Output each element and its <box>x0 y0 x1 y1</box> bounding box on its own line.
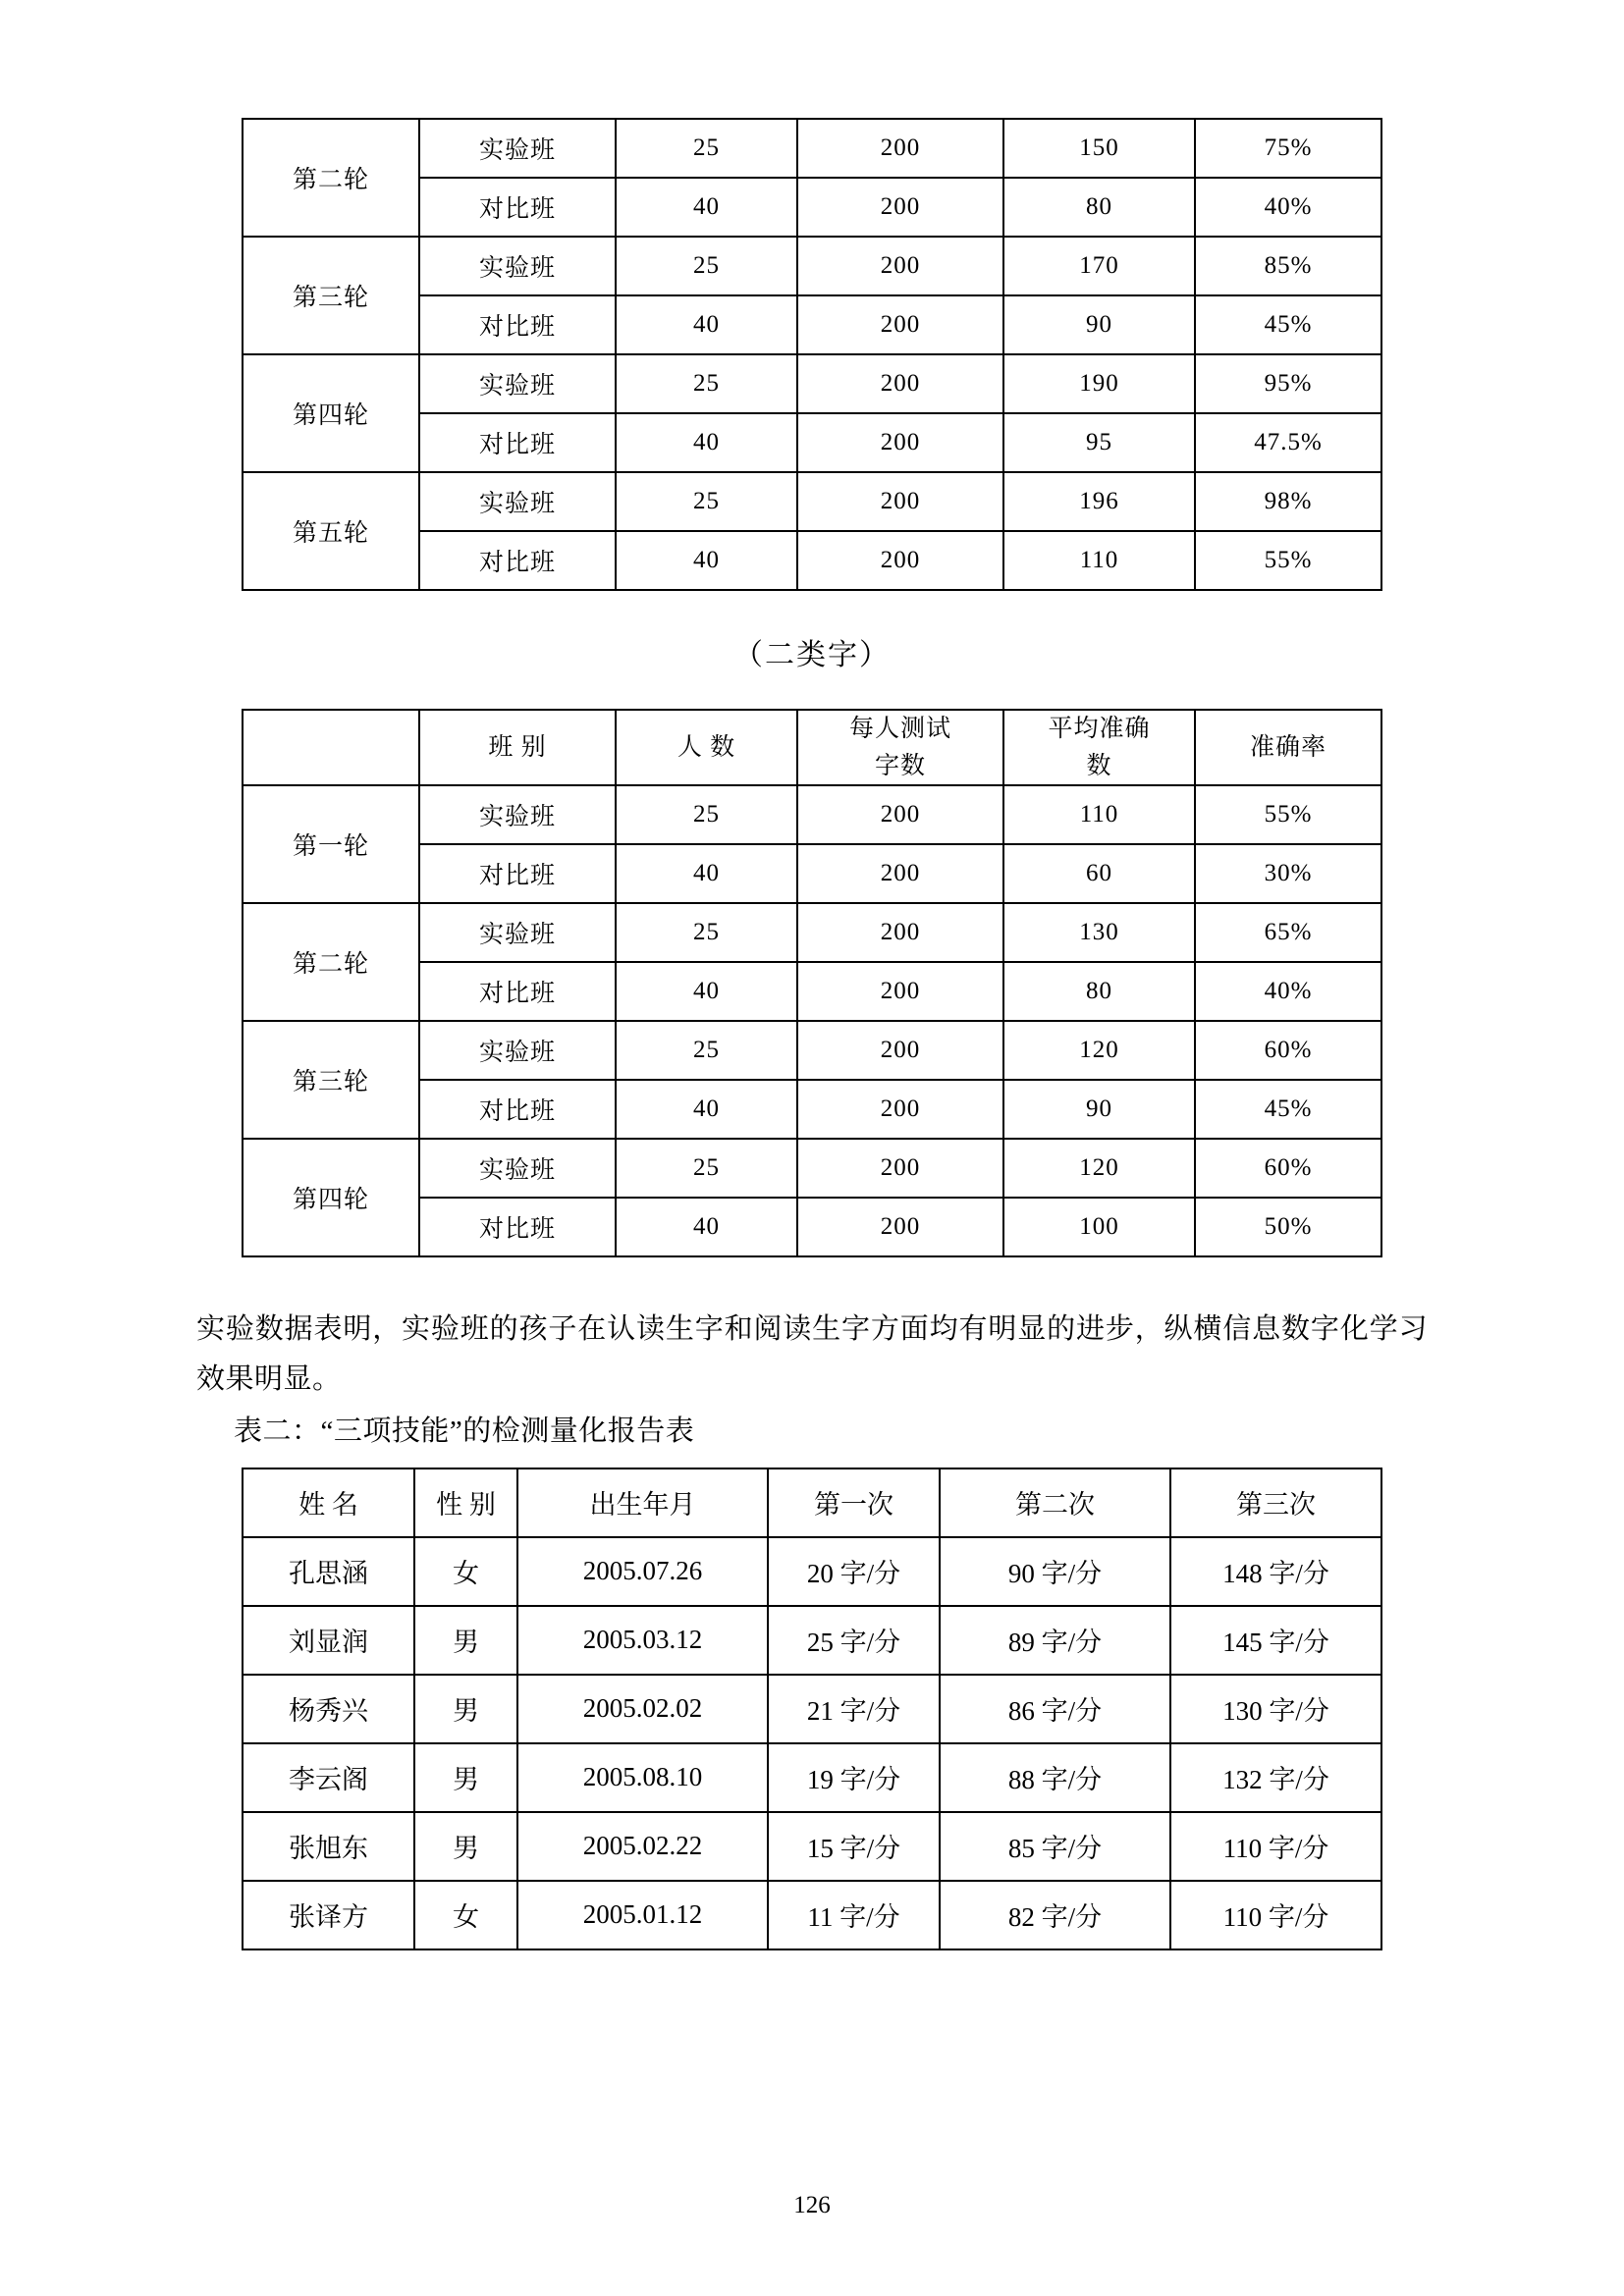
round-label: 第一轮 <box>243 785 419 903</box>
rate-cell: 85% <box>1195 237 1381 295</box>
rate-cell: 60% <box>1195 1021 1381 1080</box>
rate-cell: 50% <box>1195 1198 1381 1256</box>
test3-cell: 110 字/分 <box>1170 1881 1381 1949</box>
rate-cell: 98% <box>1195 472 1381 531</box>
avg-cell: 100 <box>1003 1198 1195 1256</box>
header-gender: 性 别 <box>414 1468 517 1537</box>
chars-cell: 200 <box>797 844 1003 903</box>
header-avg <box>1003 710 1195 785</box>
test1-cell: 19 字/分 <box>768 1743 940 1812</box>
chars-cell: 200 <box>797 237 1003 295</box>
header-test-1: 第一次 <box>768 1468 940 1537</box>
chars-cell: 200 <box>797 903 1003 962</box>
count-cell: 40 <box>616 1198 797 1256</box>
class-cell: 对比班 <box>419 531 616 590</box>
avg-cell: 95 <box>1003 413 1195 472</box>
header-test-2: 第二次 <box>940 1468 1170 1537</box>
avg-cell: 170 <box>1003 237 1195 295</box>
header-chars <box>797 710 1003 785</box>
class-cell: 对比班 <box>419 1080 616 1139</box>
class-cell: 实验班 <box>419 119 616 178</box>
rate-cell: 95% <box>1195 354 1381 413</box>
round-label: 第三轮 <box>243 237 419 354</box>
header-rate: 准确率 <box>1195 710 1381 785</box>
chars-cell: 200 <box>797 413 1003 472</box>
birth-cell: 2005.01.12 <box>517 1881 768 1949</box>
name-cell: 杨秀兴 <box>243 1675 414 1743</box>
gender-cell: 男 <box>414 1743 517 1812</box>
table-row <box>243 354 1381 413</box>
chars-cell: 200 <box>797 354 1003 413</box>
class-cell: 对比班 <box>419 962 616 1021</box>
gender-cell: 男 <box>414 1675 517 1743</box>
table-first-category-continued <box>242 118 1382 591</box>
count-cell: 40 <box>616 295 797 354</box>
rate-cell: 45% <box>1195 295 1381 354</box>
avg-cell: 80 <box>1003 178 1195 237</box>
avg-cell: 80 <box>1003 962 1195 1021</box>
count-cell: 25 <box>616 1021 797 1080</box>
table-three-title: 表二：“三项技能”的检测量化报告表 <box>234 1415 695 1447</box>
class-cell: 实验班 <box>419 472 616 531</box>
table-row <box>243 1675 1381 1743</box>
chars-cell: 200 <box>797 1080 1003 1139</box>
header-blank <box>243 710 419 785</box>
rate-cell: 55% <box>1195 785 1381 844</box>
count-cell: 40 <box>616 178 797 237</box>
class-cell: 实验班 <box>419 1021 616 1080</box>
header-test-3: 第三次 <box>1170 1468 1381 1537</box>
rate-cell: 30% <box>1195 844 1381 903</box>
gender-cell: 女 <box>414 1537 517 1606</box>
test2-cell: 89 字/分 <box>940 1606 1170 1675</box>
chars-cell: 200 <box>797 119 1003 178</box>
count-cell: 40 <box>616 962 797 1021</box>
table-header-row <box>243 710 1381 785</box>
count-cell: 25 <box>616 1139 797 1198</box>
name-cell: 刘显润 <box>243 1606 414 1675</box>
header-chars-line2: 字数 <box>874 752 926 779</box>
table-row <box>243 1812 1381 1881</box>
avg-cell: 60 <box>1003 844 1195 903</box>
test2-cell: 82 字/分 <box>940 1881 1170 1949</box>
test1-cell: 21 字/分 <box>768 1675 940 1743</box>
test2-cell: 85 字/分 <box>940 1812 1170 1881</box>
birth-cell: 2005.03.12 <box>517 1606 768 1675</box>
table-row <box>243 237 1381 295</box>
header-birth: 出生年月 <box>517 1468 768 1537</box>
avg-cell: 150 <box>1003 119 1195 178</box>
avg-cell: 90 <box>1003 1080 1195 1139</box>
class-cell: 实验班 <box>419 903 616 962</box>
header-avg-line1: 平均准确 <box>1048 716 1151 742</box>
class-cell: 对比班 <box>419 178 616 237</box>
rate-cell: 65% <box>1195 903 1381 962</box>
test1-cell: 15 字/分 <box>768 1812 940 1881</box>
table-row <box>243 472 1381 531</box>
count-cell: 25 <box>616 472 797 531</box>
class-cell: 对比班 <box>419 413 616 472</box>
class-cell: 实验班 <box>419 354 616 413</box>
gender-cell: 女 <box>414 1881 517 1949</box>
section-caption: （二类字） <box>733 639 891 671</box>
avg-cell: 120 <box>1003 1139 1195 1198</box>
header-avg-line2: 数 <box>1086 752 1112 779</box>
chars-cell: 200 <box>797 178 1003 237</box>
round-label: 第五轮 <box>243 472 419 590</box>
birth-cell: 2005.02.22 <box>517 1812 768 1881</box>
test3-cell: 148 字/分 <box>1170 1537 1381 1606</box>
page-number: 126 <box>793 2192 831 2218</box>
table-row <box>243 1743 1381 1812</box>
rate-cell: 40% <box>1195 962 1381 1021</box>
header-class: 班 别 <box>419 710 616 785</box>
birth-cell: 2005.07.26 <box>517 1537 768 1606</box>
count-cell: 25 <box>616 119 797 178</box>
birth-cell: 2005.08.10 <box>517 1743 768 1812</box>
count-cell: 40 <box>616 1080 797 1139</box>
count-cell: 25 <box>616 237 797 295</box>
chars-cell: 200 <box>797 1139 1003 1198</box>
test3-cell: 110 字/分 <box>1170 1812 1381 1881</box>
round-label: 第三轮 <box>243 1021 419 1139</box>
class-cell: 实验班 <box>419 237 616 295</box>
name-cell: 李云阁 <box>243 1743 414 1812</box>
test1-cell: 11 字/分 <box>768 1881 940 1949</box>
chars-cell: 200 <box>797 472 1003 531</box>
count-cell: 25 <box>616 354 797 413</box>
rate-cell: 45% <box>1195 1080 1381 1139</box>
table-row <box>243 1881 1381 1949</box>
test3-cell: 132 字/分 <box>1170 1743 1381 1812</box>
class-cell: 对比班 <box>419 295 616 354</box>
body-paragraph: 实验数据表明，实验班的孩子在认读生字和阅读生字方面均有明显的进步，纵横信息数字化学习效果明显。 <box>196 1313 1428 1395</box>
chars-cell: 200 <box>797 531 1003 590</box>
test2-cell: 86 字/分 <box>940 1675 1170 1743</box>
class-cell: 对比班 <box>419 844 616 903</box>
test3-cell: 130 字/分 <box>1170 1675 1381 1743</box>
avg-cell: 196 <box>1003 472 1195 531</box>
rate-cell: 75% <box>1195 119 1381 178</box>
round-label: 第四轮 <box>243 354 419 472</box>
test2-cell: 90 字/分 <box>940 1537 1170 1606</box>
table-row <box>243 1606 1381 1675</box>
count-cell: 25 <box>616 785 797 844</box>
test3-cell: 145 字/分 <box>1170 1606 1381 1675</box>
gender-cell: 男 <box>414 1812 517 1881</box>
name-cell: 张译方 <box>243 1881 414 1949</box>
avg-cell: 120 <box>1003 1021 1195 1080</box>
chars-cell: 200 <box>797 1021 1003 1080</box>
chars-cell: 200 <box>797 962 1003 1021</box>
test1-cell: 20 字/分 <box>768 1537 940 1606</box>
chars-cell: 200 <box>797 785 1003 844</box>
count-cell: 40 <box>616 844 797 903</box>
round-label: 第二轮 <box>243 903 419 1021</box>
name-cell: 张旭东 <box>243 1812 414 1881</box>
test2-cell: 88 字/分 <box>940 1743 1170 1812</box>
table-row <box>243 1139 1381 1198</box>
rate-cell: 47.5% <box>1195 413 1381 472</box>
table-row <box>243 1021 1381 1080</box>
class-cell: 实验班 <box>419 785 616 844</box>
test1-cell: 25 字/分 <box>768 1606 940 1675</box>
round-label: 第四轮 <box>243 1139 419 1256</box>
avg-cell: 110 <box>1003 785 1195 844</box>
table-header-row <box>243 1468 1381 1537</box>
rate-cell: 55% <box>1195 531 1381 590</box>
rate-cell: 40% <box>1195 178 1381 237</box>
table-row <box>243 119 1381 178</box>
avg-cell: 130 <box>1003 903 1195 962</box>
header-count: 人 数 <box>616 710 797 785</box>
chars-cell: 200 <box>797 295 1003 354</box>
round-label: 第二轮 <box>243 119 419 237</box>
name-cell: 孔思涵 <box>243 1537 414 1606</box>
table-second-category <box>242 709 1382 1257</box>
table-row <box>243 1537 1381 1606</box>
chars-cell: 200 <box>797 1198 1003 1256</box>
birth-cell: 2005.02.02 <box>517 1675 768 1743</box>
header-name: 姓 名 <box>243 1468 414 1537</box>
count-cell: 40 <box>616 531 797 590</box>
rate-cell: 60% <box>1195 1139 1381 1198</box>
class-cell: 对比班 <box>419 1198 616 1256</box>
count-cell: 25 <box>616 903 797 962</box>
table-row <box>243 903 1381 962</box>
avg-cell: 110 <box>1003 531 1195 590</box>
count-cell: 40 <box>616 413 797 472</box>
table-three-skills-report <box>242 1468 1382 1950</box>
avg-cell: 190 <box>1003 354 1195 413</box>
table-row <box>243 785 1381 844</box>
header-chars-line1: 每人测试 <box>848 716 951 742</box>
avg-cell: 90 <box>1003 295 1195 354</box>
gender-cell: 男 <box>414 1606 517 1675</box>
class-cell: 实验班 <box>419 1139 616 1198</box>
